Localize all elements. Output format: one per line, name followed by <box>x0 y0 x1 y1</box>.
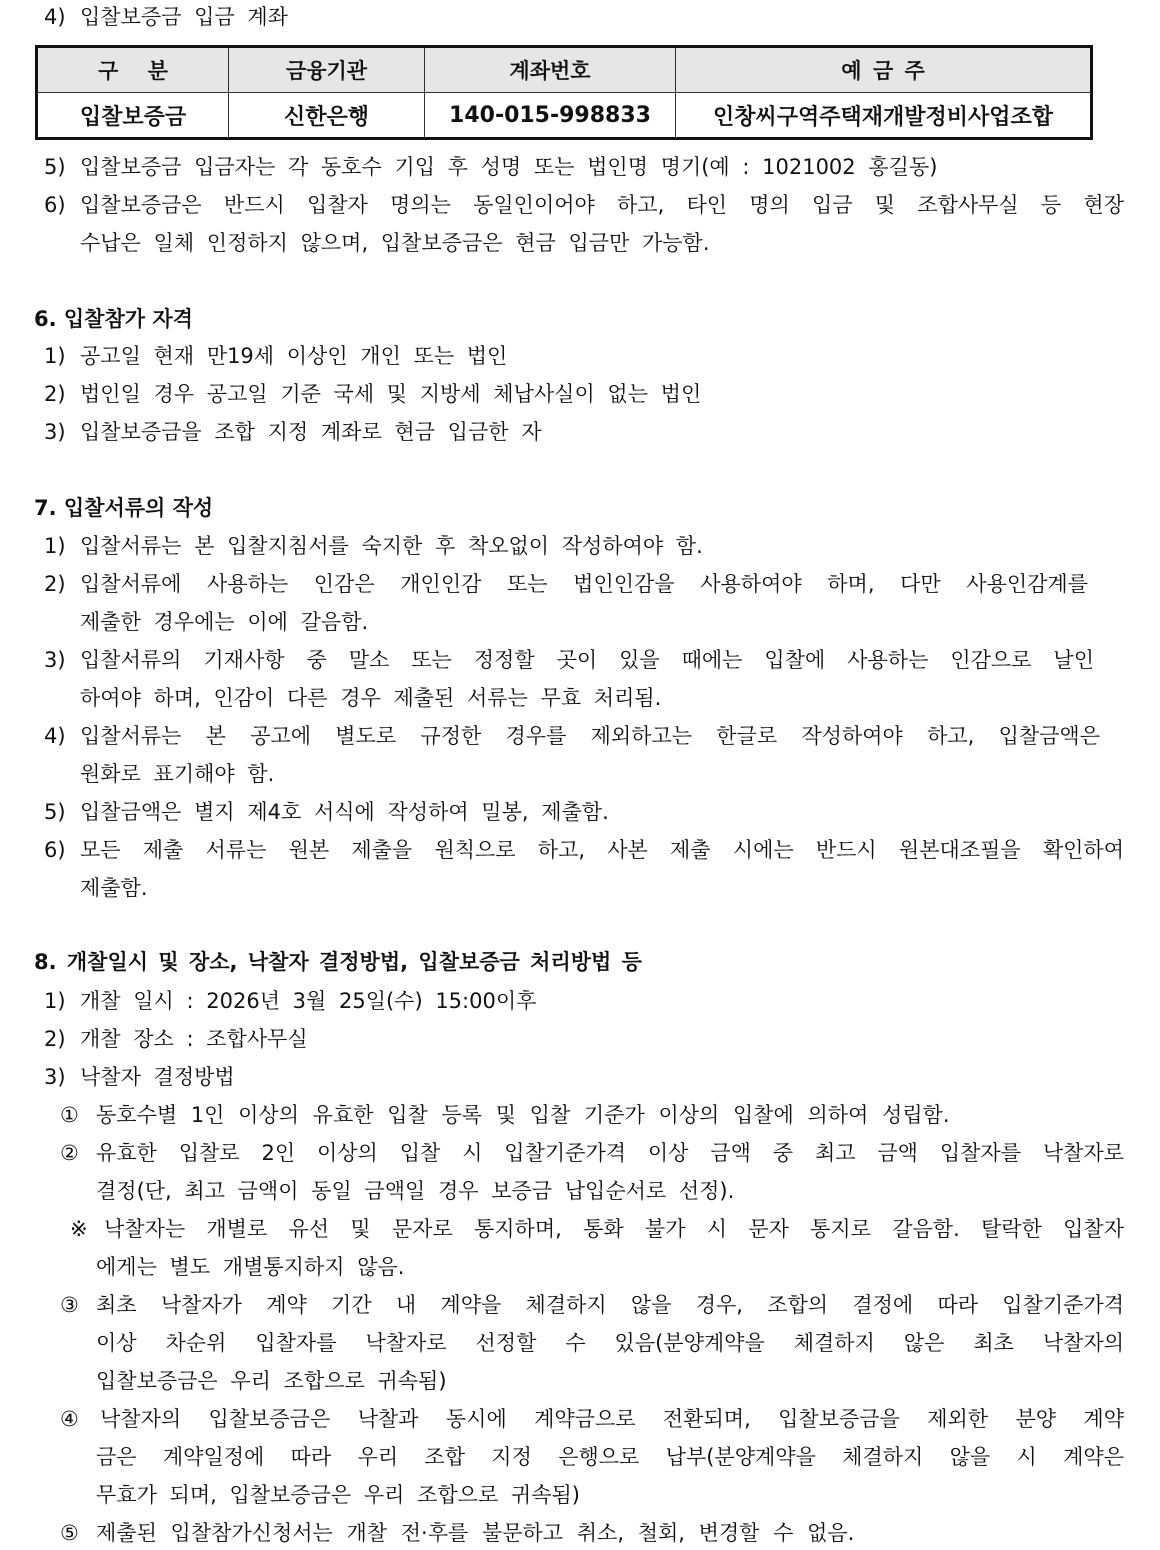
item-number: 6) <box>44 193 66 217</box>
item-text: 모든 제출 서류는 원본 제출을 원칙으로 하고, 사본 제출 시에는 반드시 원본대조필을 확인하여 <box>80 838 1124 862</box>
item-text: 금은 계약일정에 따라 우리 조합 지정 은행으로 납부(분양계약을 체결하지 않을 시 계약은 <box>96 1445 1124 1469</box>
item-text: 제출된 입찰참가신청서는 개찰 전·후를 불문하고 취소, 철회, 변경할 수 없음. <box>96 1521 855 1545</box>
item-text: 제출한 경우에는 이에 갈음함. <box>80 610 369 634</box>
item-text: 낙찰자의 입찰보증금은 낙찰과 동시에 계약금으로 전환되며, 입찰보증금을 제외한 분양 계약 <box>100 1407 1124 1431</box>
item-text: 입찰보증금 입금자는 각 동호수 기입 후 성명 또는 법인명 명기(예 : 1021002 홍길동) <box>80 155 938 179</box>
item-number: 5) <box>44 800 66 824</box>
item-text: 무효가 되며, 입찰보증금은 우리 조합으로 귀속됨) <box>96 1483 580 1507</box>
item-text: 원화로 표기해야 함. <box>80 762 275 786</box>
item-text: 수납은 일체 인정하지 않으며, 입찰보증금은 현금 입금만 가능함. <box>80 231 710 255</box>
section-title: 6. 입찰참가 자격 <box>34 307 193 331</box>
item-text: 입찰서류에 사용하는 인감은 개인인감 또는 법인인감을 사용하여야 하며, 다만 사용인감계를 <box>80 572 1088 596</box>
cell-account-number: 140-015-998833 <box>425 93 676 139</box>
item-number: 2) <box>44 1027 66 1051</box>
item-text: 개찰 장소 : 조합사무실 <box>80 1027 308 1051</box>
item-text: 입찰보증금은 반드시 입찰자 명의는 동일인이어야 하고, 타인 명의 입금 및 조합사무실 등 현장 <box>80 193 1124 217</box>
item-text: 에게는 별도 개별통지하지 않음. <box>96 1255 405 1279</box>
item-text: 낙찰자는 개별로 유선 및 문자로 통지하며, 통화 불가 시 문자 통지로 갈음함. 탈락한 입찰자 <box>104 1217 1124 1241</box>
item-number: 1) <box>44 989 66 1013</box>
item-number: 1) <box>44 344 66 368</box>
item-number: 4) <box>44 724 66 748</box>
header-category: 구 분 <box>37 47 229 93</box>
item-number: 4) <box>44 5 66 29</box>
item-text: 입찰서류는 본 공고에 별도로 규정한 경우를 제외하고는 한글로 작성하여야 하고, 입찰금액은 <box>80 724 1100 748</box>
item-text: 입찰금액은 별지 제4호 서식에 작성하여 밀봉, 제출함. <box>80 800 609 824</box>
item-number: 2) <box>44 572 66 596</box>
sub-item-marker: ② <box>60 1141 79 1165</box>
item-number: 5) <box>44 155 66 179</box>
item-text: 법인일 경우 공고일 기준 국세 및 지방세 체납사실이 없는 법인 <box>80 382 702 406</box>
item-text: 입찰서류는 본 입찰지침서를 숙지한 후 착오없이 작성하여야 함. <box>80 534 703 558</box>
sub-item-marker: ⑤ <box>60 1521 79 1545</box>
header-account-holder: 예 금 주 <box>676 47 1092 93</box>
header-bank: 금융기관 <box>229 47 425 93</box>
item-text: 이상 차순위 입찰자를 낙찰자로 선정할 수 있음(분양계약을 체결하지 않은 최초 낙찰자의 <box>96 1331 1124 1355</box>
item-number: 3) <box>44 648 66 672</box>
item-number: 2) <box>44 382 66 406</box>
item-number: 1) <box>44 534 66 558</box>
sub-item-marker: ③ <box>60 1293 79 1317</box>
item-text: 유효한 입찰로 2인 이상의 입찰 시 입찰기준가격 이상 금액 중 최고 금액 입찰자를 낙찰자로 <box>96 1141 1124 1165</box>
section-title: 7. 입찰서류의 작성 <box>34 496 214 520</box>
table-row <box>37 93 1092 139</box>
item-number: 6) <box>44 838 66 862</box>
item-text: 낙찰자 결정방법 <box>80 1065 235 1089</box>
item-number: 3) <box>44 1065 66 1089</box>
header-account-number: 계좌번호 <box>425 47 676 93</box>
note-marker: ※ <box>70 1217 88 1241</box>
sub-item-marker: ④ <box>60 1407 79 1431</box>
cell-category: 입찰보증금 <box>37 93 229 139</box>
item-text: 동호수별 1인 이상의 유효한 입찰 등록 및 입찰 기준가 이상의 입찰에 의하여 성립함. <box>96 1103 950 1127</box>
item-text: 입찰서류의 기재사항 중 말소 또는 정정할 곳이 있을 때에는 입찰에 사용하는 인감으로 날인 <box>80 648 1094 672</box>
item-text: 개찰 일시 : 2026년 3월 25일(수) 15:00이후 <box>80 989 537 1013</box>
item-text: 공고일 현재 만19세 이상인 개인 또는 법인 <box>80 344 508 368</box>
item-text: 최초 낙찰자가 계약 기간 내 계약을 체결하지 않을 경우, 조합의 결정에 따라 입찰기준가격 <box>96 1293 1124 1317</box>
cell-bank: 신한은행 <box>229 93 425 139</box>
account-table <box>35 45 1093 140</box>
cell-account-holder: 인창씨구역주택재개발정비사업조합 <box>676 93 1092 139</box>
table-header-row <box>37 47 1092 93</box>
sub-item-marker: ① <box>60 1103 79 1127</box>
item-text: 입찰보증금을 조합 지정 계좌로 현금 입금한 자 <box>80 420 542 444</box>
item-text: 입찰보증금 입금 계좌 <box>80 5 288 29</box>
item-text: 제출함. <box>80 876 148 900</box>
item-text: 하여야 하며, 인감이 다른 경우 제출된 서류는 무효 처리됨. <box>80 686 662 710</box>
item-text: 결정(단, 최고 금액이 동일 금액일 경우 보증금 납입순서로 선정). <box>96 1179 735 1203</box>
item-number: 3) <box>44 420 66 444</box>
item-text: 입찰보증금은 우리 조합으로 귀속됨) <box>96 1369 447 1393</box>
section-title: 8. 개찰일시 및 장소, 낙찰자 결정방법, 입찰보증금 처리방법 등 <box>34 950 642 974</box>
